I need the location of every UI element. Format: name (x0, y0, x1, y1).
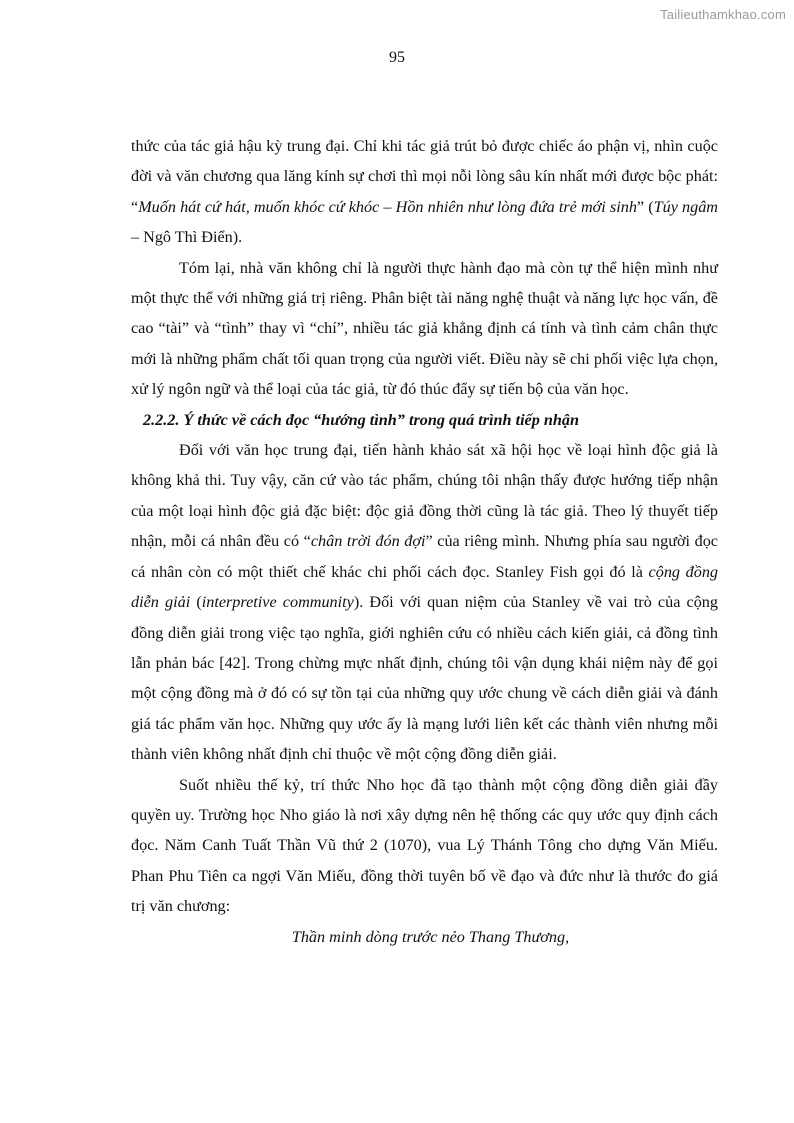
paragraph-2: Tóm lại, nhà văn không chỉ là người thực hành đạo mà còn tự thể hiện mình như một thực thể với những giá trị riêng. Phân biệt tài năng nghệ thuật và năng lực học vấn, đề cao “tài” và “tình” thay vì “chí”, nhiều tác giả khẳng định cá tính và tình cảm chân thực mới là những phẩm chất tối quan trọng của người viết. Điều này sẽ chi phối việc lựa chọn, xử lý ngôn ngữ và thể loại của tác giả, từ đó thúc đẩy sự tiến bộ của văn học. (131, 258, 718, 399)
page-body (131, 131, 718, 952)
page-number: 95 (389, 49, 405, 66)
paragraph-1-text-a: thức của tác giả hậu kỳ trung đại. Chỉ khi tác giả trút bỏ được chiếc áo phận vị, nhìn cuộc đời và văn chương qua lăng kính sự chơi thì mọi nỗi lòng sâu kín nhất mới được bộc phát: “ (131, 137, 718, 216)
section-heading: 2.2.2. Ý thức về cách đọc “hướng tình” trong quá trình tiếp nhận (143, 410, 579, 429)
work-title: Túy ngâm (653, 197, 718, 216)
paragraph-3-text-a: Đối với văn học trung đại, tiến hành khảo sát xã hội học về loại hình độc giả là không khả thi. Tuy vậy, căn cứ vào tác phẩm, chúng tôi nhận thấy được hướng tiếp nhận của một loại hình độc giả đặc biệt: độc giả đồng thời cũng là tác giả. Theo lý thuyết tiếp nhận, mỗi cá nhân đều có “ (131, 441, 718, 551)
paragraph-1 (131, 131, 718, 253)
paragraph-3-text-d: ). Đối với quan niệm của Stanley về vai trò của cộng đồng diễn giải trong việc tạo nghĩa, giới nghiên cứu có nhiều cách kiến giải, cả đồng tình lẫn phản bác [42]. Trong chừng mực nhất định, chúng tôi vận dụng khái niệm này để gọi một cộng đồng mà ở đó có sự tồn tại của những quy ước chung về cách diễn giải và đánh giá tác phẩm văn học. Những quy ước ấy là mạng lưới liên kết các thành viên nhưng mỗi thành viên không nhất định chỉ thuộc về một cộng đồng diễn giải. (131, 593, 718, 764)
paragraph-1-text-b: ” ( (636, 197, 654, 216)
paragraph-3 (131, 435, 718, 769)
quote-tuy-ngam: Muốn hát cứ hát, muốn khóc cứ khóc – Hồn nhiên như lòng đứa trẻ mới sinh (138, 197, 637, 216)
watermark: Tailieuthamkhao.com (660, 7, 786, 22)
term-interpretive-community: interpretive community (201, 593, 354, 612)
paragraph-3-text-c: ( (190, 593, 202, 612)
poem-line: Thần minh dòng trước nẻo Thang Thương, (291, 927, 570, 946)
paragraph-4: Suốt nhiều thế kỷ, trí thức Nho học đã tạo thành một cộng đồng diễn giải đầy quyền uy. Trường học Nho giáo là nơi xây dựng nên hệ thống các quy ước quy định cách đọc. Năm Canh Tuất Thần Vũ thứ 2 (1070), vua Lý Thánh Tông cho dựng Văn Miếu. Phan Phu Tiên ca ngợi Văn Miếu, đồng thời tuyên bố về đạo và đức như là thước đo giá trị văn chương: (131, 775, 718, 916)
paragraph-1-text-c: – Ngô Thì Điển). (131, 228, 243, 247)
term-chan-troi-don-doi: chân trời đón đợi (310, 532, 426, 551)
paragraph-3-text-b: ” của riêng mình. Nhưng phía sau người đọc cá nhân còn có một thiết chế khác chi phối cách đọc. Stanley Fish gọi đó là (131, 532, 718, 581)
term-cong-dong-dien-giai: cộng đồng diễn giải (131, 562, 719, 612)
